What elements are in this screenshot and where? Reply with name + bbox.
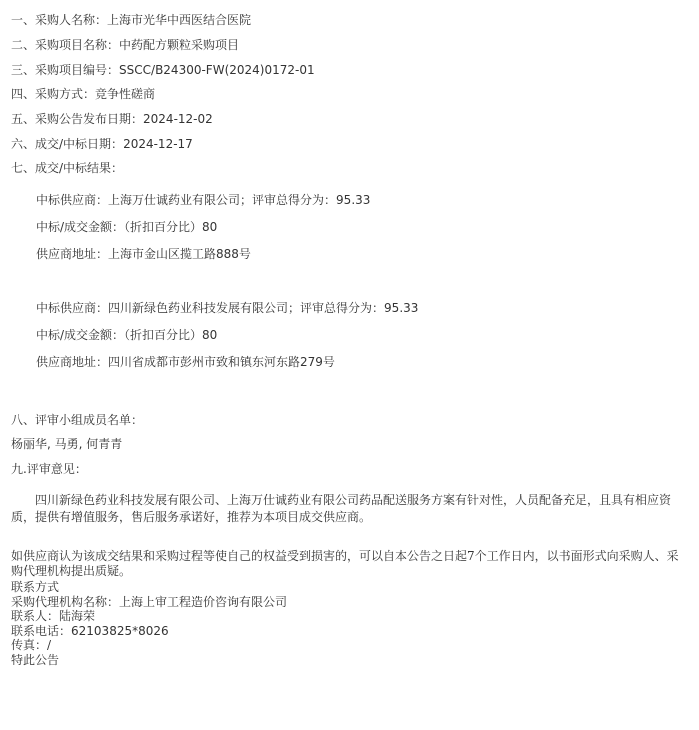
winner-supplier <box>36 301 418 315</box>
winner-address <box>36 355 335 369</box>
contact-person <box>11 609 95 623</box>
item-number: 六、 <box>11 137 36 151</box>
challenge-notice: 如供应商认为该成交结果和采购过程等使自己的权益受到损害的，可以自本公告之日起7个工作日内，以书面形式向采购人、采购代理机构提出质疑。 <box>11 549 679 578</box>
item-label: 采购项目名称： <box>35 38 120 52</box>
winner-address-value: 上海市金山区揽工路888号 <box>108 247 251 261</box>
winner-amount <box>36 220 217 234</box>
item-label: 采购公告发布日期： <box>35 112 144 126</box>
winner-address-value: 四川省成都市彭州市致和镇东河东路279号 <box>108 355 335 369</box>
contact-phone-value: 62103825*8026 <box>71 624 169 638</box>
section-review-panel-label: 八、评审小组成员名单： <box>11 413 144 427</box>
contact-fax <box>11 638 51 652</box>
winner-amount-label: 中标/成交金额： <box>36 328 125 342</box>
winner-amount-value: （折扣百分比）80 <box>124 220 218 234</box>
winner-amount-value: （折扣百分比）80 <box>124 328 218 342</box>
contact-person-value: 陆海荣 <box>59 609 96 623</box>
item-label: 成交/中标日期： <box>35 137 124 151</box>
winner-score-label: ；评审总得分为： <box>288 301 385 315</box>
winner-supplier <box>36 193 370 207</box>
item-label: 采购项目编号： <box>35 63 120 77</box>
item-label: 采购人名称： <box>35 13 108 27</box>
review-opinion-text: 四川新绿色药业科技发展有限公司、上海万仕诚药业有限公司药品配送服务方案有针对性，人员配备充足，且具有相应资质，提供有增值服务，售后服务承诺好，推荐为本项目成交供应商。 <box>11 493 672 524</box>
item-number: 五、 <box>11 112 36 126</box>
item-value: 2024-12-17 <box>123 137 193 151</box>
contact-agency-value: 上海上审工程造价咨询有限公司 <box>119 595 288 609</box>
item-number: 七、 <box>11 161 36 175</box>
winner-score-label: ；评审总得分为： <box>240 193 337 207</box>
item-number: 二、 <box>11 38 36 52</box>
winner-amount-label: 中标/成交金额： <box>36 220 125 234</box>
closing-text: 特此公告 <box>11 653 60 667</box>
item-publish-date <box>11 112 213 126</box>
contact-fax-label: 传真： <box>11 638 48 652</box>
item-value: 中药配方颗粒采购项目 <box>119 38 240 52</box>
winner-score: 95.33 <box>336 193 371 207</box>
winner-score: 95.33 <box>384 301 419 315</box>
item-value: 竞争性磋商 <box>95 87 156 101</box>
winner-address-label: 供应商地址： <box>36 247 109 261</box>
winner-address <box>36 247 251 261</box>
item-value: 上海市光华中西医结合医院 <box>107 13 252 27</box>
section-review-opinion-label: 九.评审意见： <box>11 462 87 476</box>
contact-title: 联系方式 <box>11 580 60 594</box>
contact-agency-label: 采购代理机构名称： <box>11 595 120 609</box>
item-project-number <box>11 63 315 77</box>
contact-agency <box>11 595 287 609</box>
item-value: SSCC/B24300-FW(2024)0172-01 <box>119 63 315 77</box>
item-label: 采购方式： <box>35 87 96 101</box>
winner-supplier-label: 中标供应商： <box>36 193 109 207</box>
item-award-result <box>11 161 123 175</box>
item-number: 四、 <box>11 87 36 101</box>
contact-fax-value: / <box>47 638 52 652</box>
review-panel-members: 杨丽华, 马勇, 何青青 <box>11 437 123 451</box>
item-number: 三、 <box>11 63 36 77</box>
winner-address-label: 供应商地址： <box>36 355 109 369</box>
winner-supplier-label: 中标供应商： <box>36 301 109 315</box>
item-value: 2024-12-02 <box>143 112 213 126</box>
item-label: 成交/中标结果： <box>35 161 124 175</box>
item-purchaser <box>11 13 251 27</box>
winner-supplier-name: 上海万仕诚药业有限公司 <box>108 193 241 207</box>
item-number: 一、 <box>11 13 36 27</box>
winner-supplier-name: 四川新绿色药业科技发展有限公司 <box>108 301 289 315</box>
item-award-date <box>11 137 193 151</box>
contact-phone-label: 联系电话： <box>11 624 72 638</box>
contact-person-label: 联系人： <box>11 609 60 623</box>
item-procurement-method <box>11 87 155 101</box>
winner-amount <box>36 328 217 342</box>
contact-phone <box>11 624 169 638</box>
item-project-name <box>11 38 239 52</box>
